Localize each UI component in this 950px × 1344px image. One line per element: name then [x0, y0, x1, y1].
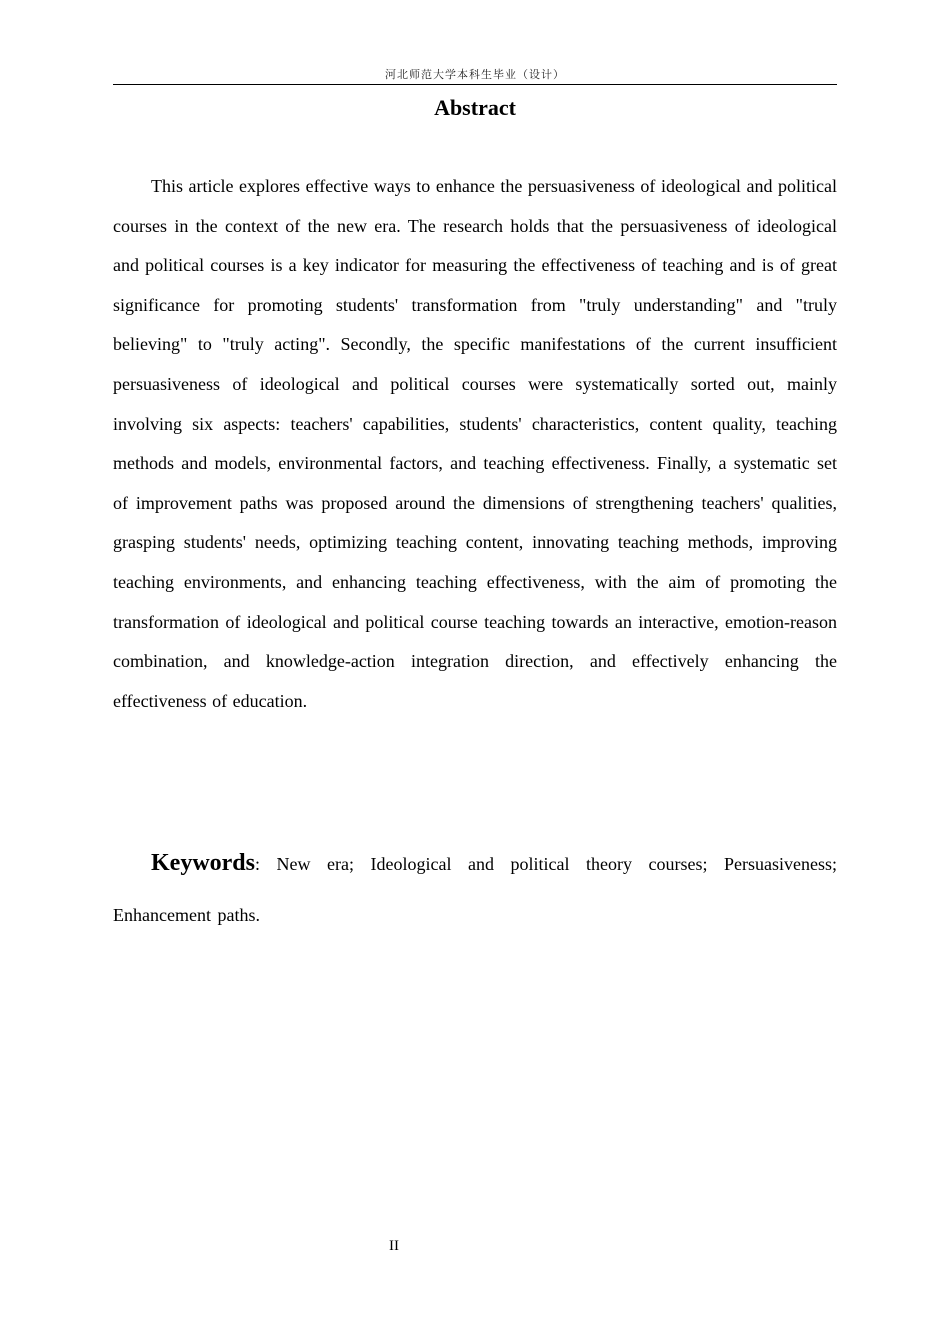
- page-number: II: [389, 1238, 399, 1254]
- keywords-text: New era; Ideological and political theory courses; Persuasiveness; Enhancement paths.: [113, 854, 837, 925]
- keywords-paragraph: [113, 838, 837, 941]
- abstract-title: Abstract: [434, 95, 516, 120]
- abstract-body: This article explores effective ways to enhance the persuasiveness of ideological and political courses in the context of the new era. The research holds that the persuasiveness of ideological and political courses is a key indicator for measuring the effectiveness of teaching and is of great significance for promoting students' transformation from "truly understanding" and "truly believing" to "truly acting". Secondly, the specific manifestations of the current insufficient persuasiveness of ideological and political courses were systematically sorted out, mainly involving six aspects: teachers' capabilities, students' characteristics, content quality, teaching methods and models, environmental factors, and teaching effectiveness. Finally, a systematic set of improvement paths was proposed around the dimensions of strengthening teachers' qualities, grasping students' needs, optimizing teaching content, innovating teaching methods, improving teaching environments, and enhancing teaching effectiveness, with the aim of promoting the transformation of ideological and political course teaching towards an interactive, emotion-reason combination, and knowledge-action integration direction, and effectively enhancing the effectiveness of education.: [113, 176, 837, 711]
- keywords-label: Keywords: [151, 850, 255, 876]
- keywords-separator: :: [255, 854, 261, 874]
- running-header: 河北师范大学本科生毕业（设计）: [113, 66, 837, 85]
